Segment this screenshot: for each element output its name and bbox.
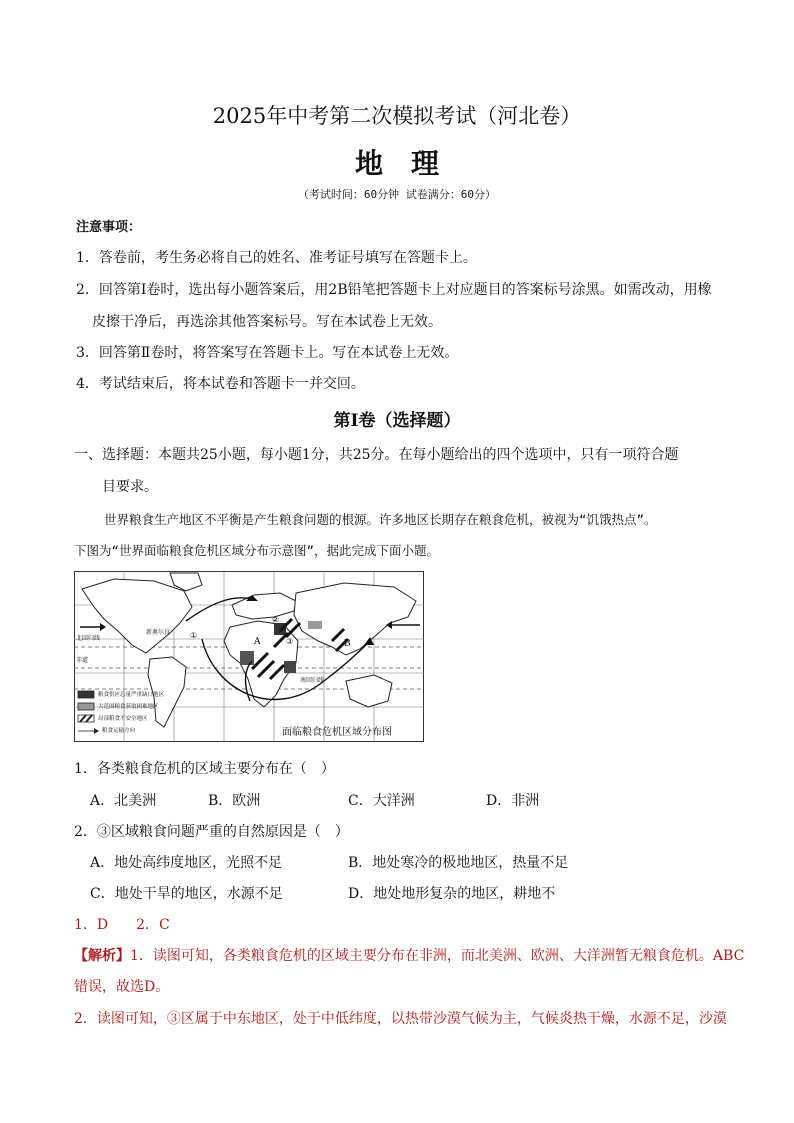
exam-title: 2025年中考第二次模拟考试（河北卷） [212, 104, 582, 128]
question-option: B．欧洲 [208, 793, 261, 809]
question-stem: 1．各类粮食危机的区域主要分布在（ ） [74, 761, 335, 777]
section-instruction-continued: 目要求。 [102, 479, 158, 495]
region-2-label: ② [272, 615, 280, 624]
note-item: 4．考试结束后，将本试卷和答题卡一并交回。 [76, 376, 365, 392]
legend-item: 局部粮食不安全地区 [98, 716, 148, 722]
subject-title: 地理 [354, 147, 467, 180]
question-option: B．地处寒冷的极地地区，热量不足 [348, 855, 569, 871]
notes-heading: 注意事项： [76, 220, 142, 235]
map-caption: 面临粮食危机区域分布图 [282, 727, 392, 738]
question-option: C．地处干旱的地区，水源不足 [90, 886, 283, 902]
note-item: 3．回答第Ⅱ卷时，将答案写在答题卡上。写在本试卷上无效。 [76, 345, 459, 361]
section-title: 第Ⅰ卷（选择题） [333, 411, 461, 431]
region-1-label: ① [190, 631, 198, 640]
question-option: D．非洲 [486, 793, 540, 809]
note-item: 1．答卷前，考生务必将自己的姓名、准考证号填写在答题卡上。 [76, 250, 477, 266]
food-crisis-map [74, 571, 424, 742]
tropic-south-label: 南回归线 [300, 677, 325, 684]
analysis-text: 1．读图可知，各类粮食危机的区域主要分布在非洲，而北美洲、欧洲、大洋洲暂无粮食危机。ABC [130, 948, 745, 964]
analysis-line: 2．读图可知，③区属于中东地区，处于中低纬度，以热带沙漠气候为主，气候炎热干燥，水源不足，沙漠 [74, 1011, 727, 1027]
question-option: A．北美洲 [90, 793, 157, 809]
question-option: A．地处高纬度地区，光照不足 [90, 855, 283, 871]
passage-text: 下图为“世界面临粮食危机区域分布示意图”，据此完成下面小题。 [74, 543, 440, 558]
section-instruction: 一、选择题：本题共25小题，每小题1分，共25分。在每小题给出的四个选项中，只有一项符合题 [74, 447, 679, 463]
answer-key: 1．D 2．C [74, 917, 170, 933]
analysis-line: 错误，故选D。 [74, 979, 170, 995]
analysis-line [74, 945, 744, 965]
legend-item: 粮食运输方向 [102, 728, 136, 734]
legend-item: 粮食供应总量严重缺口地区 [98, 692, 165, 698]
question-option: D．地处地形复杂的地区，耕地不 [348, 886, 556, 902]
passage-text: 世界粮食生产地区不平衡是产生粮食问题的根源。许多地区长期存在粮食危机，被视为“饥饿热点”。 [104, 512, 657, 527]
legend-item: 大范围粮食获取困难地区 [98, 704, 159, 710]
note-item-continued: 皮擦干净后，再选涂其他答案标号。写在本试卷上无效。 [92, 314, 442, 330]
region-a-label: A [254, 637, 261, 647]
note-item: 2．回答第Ⅰ卷时，选出每小题答案后，用2B铅笔把答题卡上对应题目的答案标号涂黑。如需改动，用橡 [76, 282, 712, 298]
exam-info: （考试时间：60分钟 试卷满分：60分） [297, 188, 497, 201]
city-label: 新奥尔良 [146, 629, 171, 636]
region-3-label: ③ [286, 637, 294, 646]
analysis-tag: 【解析】 [74, 948, 130, 964]
question-stem: 2．③区域粮食问题严重的自然原因是（ ） [74, 824, 349, 840]
equator-label: 赤道 [76, 657, 89, 664]
tropic-north-label: 北回归线 [76, 635, 101, 642]
question-option: C．大洋洲 [348, 793, 415, 809]
region-b-label: B [344, 639, 351, 649]
